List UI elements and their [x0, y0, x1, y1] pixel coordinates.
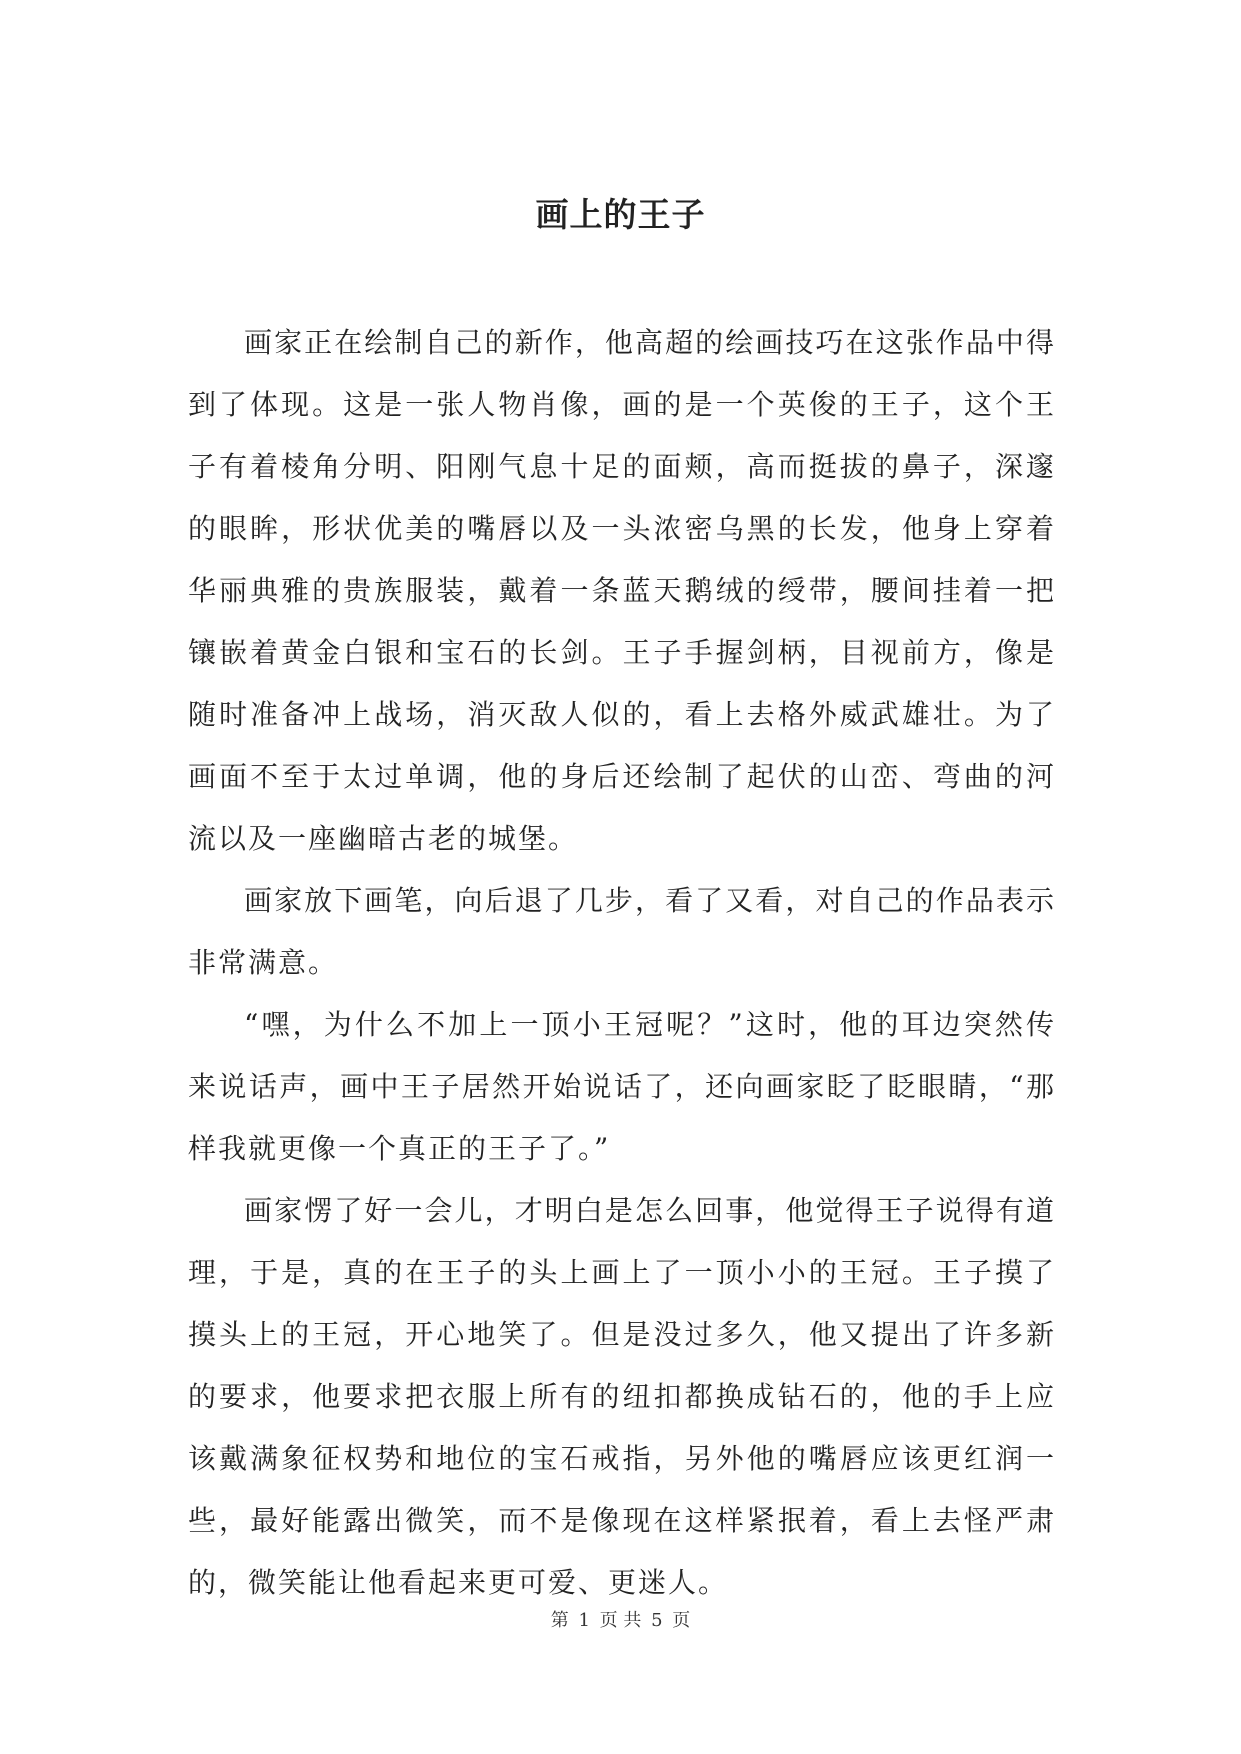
document-title: 画上的王子	[535, 195, 706, 234]
document-body	[188, 312, 1056, 1614]
footer-suffix: 页	[672, 1610, 691, 1631]
page-footer	[0, 1608, 1241, 1634]
footer-total-pages: 5	[651, 1610, 663, 1631]
footer-prefix: 第	[550, 1610, 569, 1631]
paragraph-4: 画家愣了好一会儿，才明白是怎么回事，他觉得王子说得有道理，于是，真的在王子的头上画上了一顶小小的王冠。王子摸了摸头上的王冠，开心地笑了。但是没过多久，他又提出了许多新的要求，他要求把衣服上所有的纽扣都换成钻石的，他的手上应该戴满象征权势和地位的宝石戒指，另外他的嘴唇应该更红润一些，最好能露出微笑，而不是像现在这样紧抿着，看上去怪严肃的，微笑能让他看起来更可爱、更迷人。	[188, 1194, 1056, 1599]
paragraph-2: 画家放下画笔，向后退了几步，看了又看，对自己的作品表示非常满意。	[188, 884, 1056, 979]
paragraph-1: 画家正在绘制自己的新作，他高超的绘画技巧在这张作品中得到了体现。这是一张人物肖像，画的是一个英俊的王子，这个王子有着棱角分明、阳刚气息十足的面颊，高而挺拔的鼻子，深邃的眼眸，形状优美的嘴唇以及一头浓密乌黑的长发，他身上穿着华丽典雅的贵族服装，戴着一条蓝天鹅绒的绶带，腰间挂着一把镶嵌着黄金白银和宝石的长剑。王子手握剑柄，目视前方，像是随时准备冲上战场，消灭敌人似的，看上去格外威武雄壮。为了画面不至于太过单调，他的身后还绘制了起伏的山峦、弯曲的河流以及一座幽暗古老的城堡。	[188, 326, 1056, 855]
footer-middle: 页 共	[599, 1610, 642, 1631]
footer-page-number: 1	[578, 1610, 590, 1631]
paragraph-3: “嘿，为什么不加上一顶小王冠呢？”这时，他的耳边突然传来说话声，画中王子居然开始说话了，还向画家眨了眨眼睛，“那样我就更像一个真正的王子了。”	[188, 1008, 1056, 1165]
